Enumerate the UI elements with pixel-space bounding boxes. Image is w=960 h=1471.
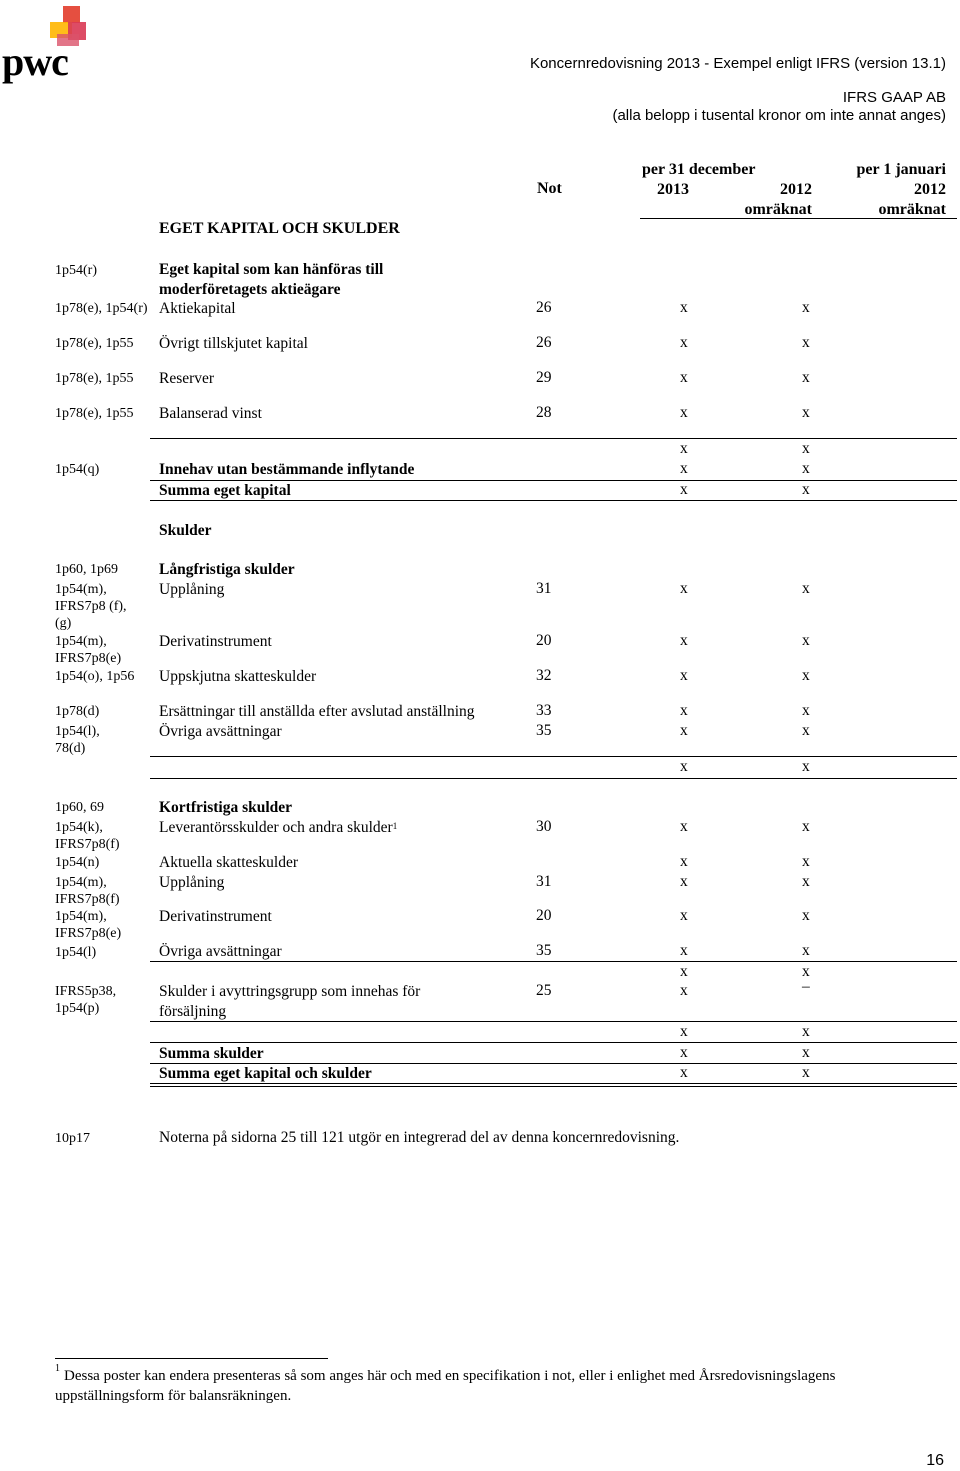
row-2013: x [680, 818, 688, 835]
document-title: Koncernredovisning 2013 - Exempel enligt IFRS (version 13.1) [529, 55, 946, 72]
logo-text: pwc [2, 39, 68, 84]
row-note: 33 [536, 702, 552, 719]
row-2012: x [802, 907, 810, 924]
total-equity-liabilities-label: Summa eget kapital och skulder [159, 1065, 372, 1082]
short-term-subtotal2-2012: x [802, 1023, 810, 1040]
rule [150, 756, 957, 757]
row-label: Upplåning [159, 874, 225, 891]
long-term-subtotal-2012: x [802, 758, 810, 775]
row-label: Derivatinstrument [159, 908, 272, 925]
row-note: 29 [536, 369, 552, 386]
row-2013: x [680, 942, 688, 959]
row-2013: x [680, 982, 688, 999]
ref-short-term: 1p60, 69 [55, 800, 104, 815]
col-per-december: per 31 december [642, 161, 756, 178]
row-2012: x [802, 404, 810, 421]
footnote-line2: uppställningsform för balansräkningen. [55, 1388, 292, 1404]
equity-subtotal-2013: x [680, 440, 688, 457]
row-2013: x [680, 907, 688, 924]
row-note: 20 [536, 907, 552, 924]
footnote-marker: 1 [55, 1363, 60, 1374]
row-note: 31 [536, 580, 552, 597]
row-ref: 1p78(d) [55, 704, 100, 719]
total-equity-liabilities-2012: x [802, 1064, 810, 1081]
col-jan-2012: 2012 [914, 181, 946, 198]
row-ref: 1p78(e), 1p55 [55, 371, 134, 386]
row-label: Övriga avsättningar [159, 723, 282, 740]
row-2012: x [802, 942, 810, 959]
row-2013: x [680, 404, 688, 421]
row-label-text: Leverantörsskulder och andra skulder [159, 819, 393, 836]
row-label: Aktiekapital [159, 300, 236, 317]
minority-2012: x [802, 460, 810, 477]
short-term-subtotal2-2013: x [680, 1023, 688, 1040]
long-term-subtotal-2013: x [680, 758, 688, 775]
row-2012: x [802, 853, 810, 870]
row-note: 26 [536, 334, 552, 351]
row-label: Övriga avsättningar [159, 943, 282, 960]
page-number: 16 [926, 1452, 944, 1469]
col-2013: 2013 [657, 181, 689, 198]
row-2012: x [802, 580, 810, 597]
row-label: Balanserad vinst [159, 405, 262, 422]
row-ref: 1p54(l) [55, 945, 97, 960]
row-note: 30 [536, 818, 552, 835]
row-label: Uppskjutna skatteskulder [159, 668, 317, 685]
row-ref: 1p54(n) [55, 855, 100, 870]
row-ref: 1p54(m), IFRS7p8(e) [55, 634, 122, 666]
short-term-heading: Kortfristiga skulder [159, 799, 293, 816]
row-note: 31 [536, 873, 552, 890]
row-2012: x [802, 702, 810, 719]
row-ref: 1p54(o), 1p56 [55, 669, 135, 684]
ref-equity-heading: 1p54(r) [55, 263, 97, 278]
footnote-line1: Dessa poster kan endera presenteras så som anges här och med en specifikation i not, eller i enlighet med Årsredovisningslagens [64, 1368, 836, 1384]
total-liabilities-2012: x [802, 1044, 810, 1061]
short-term-subtotal-2012: x [802, 963, 810, 980]
row-label: Aktuella skatteskulder [159, 854, 299, 871]
row-2013: x [680, 722, 688, 739]
company-name: IFRS GAAP AB [842, 89, 946, 106]
equity-heading-line1: Eget kapital som kan hänföras till [159, 261, 384, 278]
row-2013: x [680, 702, 688, 719]
row-2012: x [802, 334, 810, 351]
total-equity-liabilities-2013: x [680, 1064, 688, 1081]
rule [150, 438, 957, 439]
row-ref: IFRS5p38, 1p54(p) [55, 984, 117, 1016]
col-2012: 2012 [780, 181, 812, 198]
row-2012: x [802, 632, 810, 649]
row-ref: 1p54(l), 78(d) [55, 724, 100, 756]
row-ref: 1p54(m), IFRS7p8(e) [55, 909, 122, 941]
row-label-line1: Skulder i avyttringsgrupp som innehas för [159, 983, 421, 1000]
rule [150, 1083, 957, 1084]
row-label: Derivatinstrument [159, 633, 272, 650]
row-note: 32 [536, 667, 552, 684]
long-term-heading: Långfristiga skulder [159, 561, 295, 578]
rule [150, 1021, 957, 1022]
row-label-line2: försäljning [159, 1003, 227, 1020]
col-2012-omraknat: omräknat [744, 201, 812, 218]
footnote-rule [55, 1358, 328, 1359]
rule [150, 961, 957, 962]
equity-heading-line2: moderföretagets aktieägare [159, 281, 341, 298]
row-note: 35 [536, 942, 552, 959]
row-2012: x [802, 299, 810, 316]
row-2013: x [680, 580, 688, 597]
row-2012: x [802, 369, 810, 386]
row-note: 20 [536, 632, 552, 649]
total-liabilities-label: Summa skulder [159, 1045, 264, 1062]
header-rule [640, 218, 957, 219]
rule [150, 1086, 957, 1087]
row-2012: x [802, 873, 810, 890]
equity-subtotal-2012: x [802, 440, 810, 457]
row-2012: – [802, 978, 810, 995]
ref-minority: 1p54(q) [55, 462, 100, 477]
row-2013: x [680, 369, 688, 386]
col-not: Not [537, 180, 562, 197]
row-2012: x [802, 818, 810, 835]
row-note: 28 [536, 404, 552, 421]
liabilities-heading: Skulder [159, 522, 212, 539]
minority-2013: x [680, 460, 688, 477]
row-2013: x [680, 299, 688, 316]
row-label: Reserver [159, 370, 215, 387]
row-label [159, 818, 397, 838]
row-label: Ersättningar till anställda efter avslutad anställning [159, 703, 475, 720]
pwc-logo [0, 0, 110, 85]
row-2013: x [680, 873, 688, 890]
notes-line-text: Noterna på sidorna 25 till 121 utgör en integrerad del av denna koncernredovisning. [159, 1129, 680, 1146]
row-note: 35 [536, 722, 552, 739]
row-ref: 1p54(m), IFRS7p8(f) [55, 875, 120, 907]
total-equity-2013: x [680, 481, 688, 498]
row-2012: x [802, 667, 810, 684]
col-per-januari: per 1 januari [856, 161, 946, 178]
footnote-ref: 1 [392, 821, 398, 831]
row-ref: 1p54(m), IFRS7p8 (f),(g) [55, 582, 127, 631]
amounts-note: (alla belopp i tusental kronor om inte annat anges) [612, 107, 946, 124]
rule [150, 500, 957, 501]
row-ref: 1p78(e), 1p54(r) [55, 301, 148, 316]
total-equity-2012: x [802, 481, 810, 498]
row-2013: x [680, 853, 688, 870]
row-note: 25 [536, 982, 552, 999]
row-2013: x [680, 632, 688, 649]
col-jan-omraknat: omräknat [878, 201, 946, 218]
row-2012: x [802, 722, 810, 739]
row-label: Övrigt tillskjutet kapital [159, 335, 308, 352]
total-liabilities-2013: x [680, 1044, 688, 1061]
rule [150, 778, 957, 779]
ref-notes: 10p17 [55, 1131, 90, 1146]
row-ref: 1p54(k), IFRS7p8(f) [55, 820, 120, 852]
row-2013: x [680, 667, 688, 684]
row-ref: 1p78(e), 1p55 [55, 406, 134, 421]
rule [150, 1042, 957, 1043]
row-ref: 1p78(e), 1p55 [55, 336, 134, 351]
short-term-subtotal-2013: x [680, 963, 688, 980]
minority-label: Innehav utan bestämmande inflytande [159, 461, 415, 478]
row-note: 26 [536, 299, 552, 316]
row-label: Upplåning [159, 581, 225, 598]
total-equity-label: Summa eget kapital [159, 482, 291, 499]
section-title: EGET KAPITAL OCH SKULDER [159, 220, 400, 237]
row-2013: x [680, 334, 688, 351]
ref-long-term: 1p60, 1p69 [55, 562, 118, 577]
